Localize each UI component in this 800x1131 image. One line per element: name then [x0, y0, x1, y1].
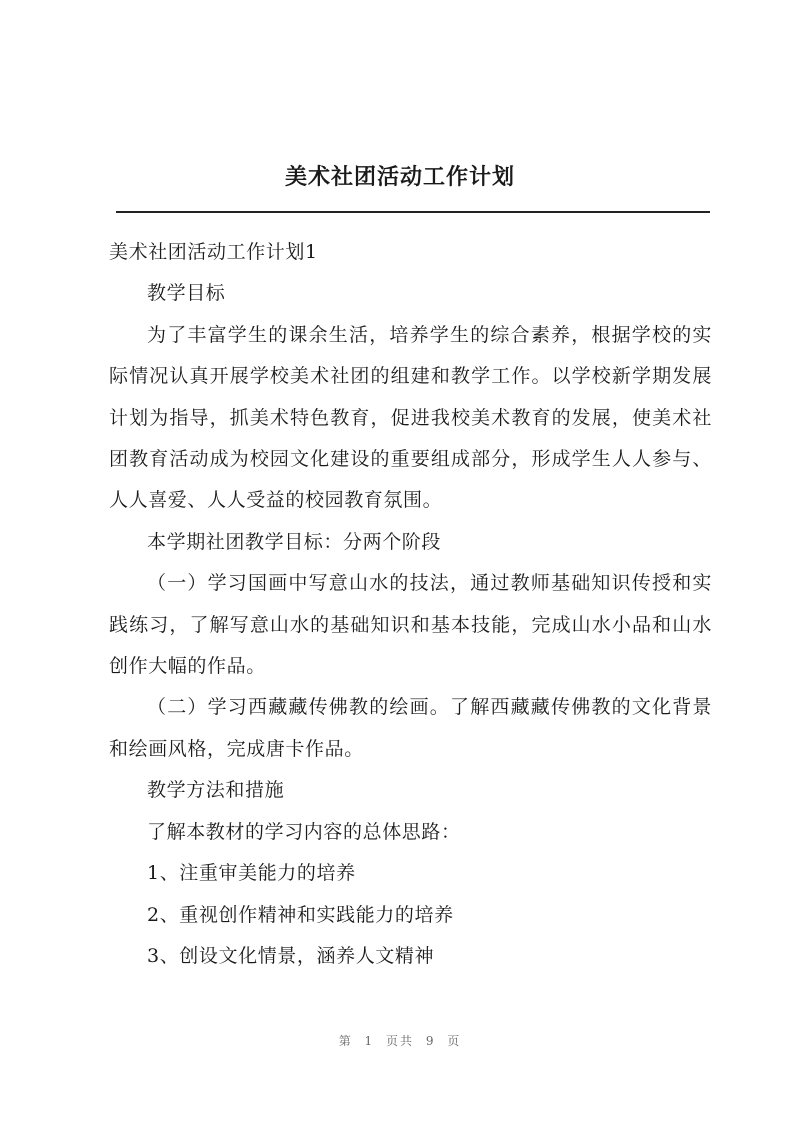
list-item: 3、创设文化情景，涵养人文精神: [147, 944, 435, 967]
title-divider: [116, 211, 710, 213]
page-number: 第 1 页共 9 页: [338, 1034, 462, 1048]
paragraph-heading-goals: 教学目标: [147, 282, 226, 305]
paragraph-semester-goals: 本学期社团教学目标：分两个阶段: [147, 530, 442, 553]
paragraph-heading-methods: 教学方法和措施: [147, 779, 285, 802]
paragraph-intro: 为了丰富学生的课余生活，培养学生的综合素养，根据学校的实际情况认真开展学校美术社团的组建和教学工作。以学校新学期发展计划为指导，抓美术特色教育，促进我校美术教育的发展，使美术社团教育活动成为校园文化建设的重要组成部分，形成学生人人参与、人人喜爱、人人受益的校园教育氛围。: [109, 323, 712, 512]
paragraph-stage-two: （二）学习西藏藏传佛教的绘画。了解西藏藏传佛教的文化背景和绘画风格，完成唐卡作品。: [109, 696, 712, 760]
document-title: 美术社团活动工作计划: [284, 165, 515, 190]
paragraph-approach: 了解本教材的学习内容的总体思路：: [147, 820, 461, 843]
list-item: 1、注重审美能力的培养: [147, 862, 356, 885]
document-body: [109, 232, 712, 977]
list-item: 2、重视创作精神和实践能力的培养: [147, 903, 454, 926]
section-heading: 美术社团活动工作计划1: [109, 241, 318, 263]
paragraph-stage-one: （一）学习国画中写意山水的技法，通过教师基础知识传授和实践练习，了解写意山水的基础知识和基本技能，完成山水小品和山水创作大幅的作品。: [109, 572, 712, 678]
